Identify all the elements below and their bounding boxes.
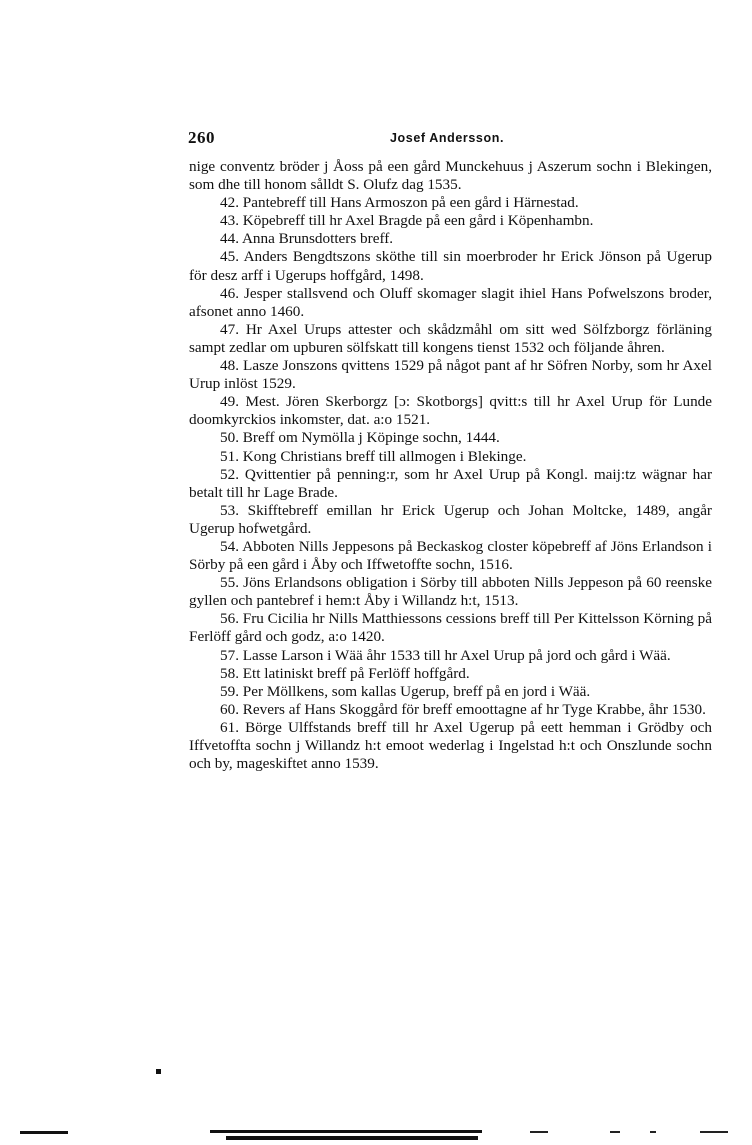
list-item: 53. Skifftebreff emillan hr Erick Ugerup och Johan Moltcke, 1489, angår Ugerup hofwetgård. bbox=[189, 501, 712, 537]
continuation-paragraph: nige conventz bröder j Åoss på een gård Munckehuus j Aszerum sochn i Blekingen, som dhe till honom sålldt S. Olufz dag 1535. bbox=[189, 158, 712, 194]
list-item: 56. Fru Cicilia hr Nills Matthiessons cessions breff till Per Kittelsson Körning på Ferlöff gård och godz, a:o 1420. bbox=[189, 610, 713, 646]
list-item: 49. Mest. Jören Skerborgz [ɔ: Skotborgs] qvitt:s till hr Axel Urup för Lunde doomkyrckios inkomster, dat. a:o 1521. bbox=[189, 393, 712, 429]
scan-edge-line bbox=[700, 1131, 728, 1133]
scan-edge-line bbox=[610, 1131, 620, 1133]
list-item: 59. Per Möllkens, som kallas Ugerup, breff på en jord i Wää. bbox=[220, 682, 591, 700]
page-body bbox=[189, 158, 712, 773]
scan-edge-line bbox=[650, 1131, 656, 1133]
scan-edge-line bbox=[20, 1131, 68, 1134]
list-item: 43. Köpebreff till hr Axel Bragde på een gård i Köpenhambn. bbox=[220, 212, 594, 230]
list-item: 44. Anna Brunsdotters breff. bbox=[220, 230, 394, 248]
list-item: 61. Börge Ulffstands breff till hr Axel Ugerup på eett hemman i Grödby och Iffvetoffta sochn j Willandz h:t emoot wederlag i Ingelstad h:t och Onszlunde sochn och by, mageskiftet anno 1539. bbox=[189, 718, 712, 773]
list-item: 54. Abboten Nills Jeppesons på Beckaskog closter köpebreff af Jöns Erlandson i Sörby på een gård i Åby och Iffwetoffte sochn, 1516. bbox=[189, 537, 712, 574]
list-item: 42. Pantebreff till Hans Armoszon på een gård i Härnestad. bbox=[220, 194, 579, 212]
list-item: 47. Hr Axel Urups attester och skådzmåhl om sitt wed Sölfzborgz förläning sampt zedlar om upburen sölfskatt till kongens tienst 1532 och följande åhren. bbox=[189, 320, 712, 356]
scan-edge-line bbox=[210, 1130, 482, 1133]
list-item: 51. Kong Christians breff till allmogen i Blekinge. bbox=[220, 447, 527, 465]
ink-speck bbox=[156, 1069, 161, 1074]
list-item: 55. Jöns Erlandsons obligation i Sörby till abboten Nills Jeppeson på 60 reenske gyllen och pantebref i hem:t Åby i Willandz h:t, 1513. bbox=[189, 574, 712, 610]
list-item: 60. Revers af Hans Skoggård för breff emoottagne af hr Tyge Krabbe, åhr 1530. bbox=[220, 700, 706, 718]
running-title: Josef Andersson. bbox=[390, 131, 505, 145]
scan-edge-line bbox=[530, 1131, 548, 1133]
list-item: 46. Jesper stallsvend och Oluff skomager slagit ihiel Hans Pofwelszons broder, afsonet anno 1460. bbox=[189, 284, 712, 320]
list-item: 58. Ett latiniskt breff på Ferlöff hoffgård. bbox=[220, 664, 470, 682]
list-item: 48. Lasze Jonszons qvittens 1529 på något pant af hr Söfren Norby, som hr Axel Urup inlöst 1529. bbox=[189, 357, 712, 393]
list-item: 45. Anders Bengdtszons sköthe till sin moerbroder hr Erick Jönson på Ugerup för desz arff i Ugerups hoffgård, 1498. bbox=[189, 248, 712, 284]
list-item: 52. Qvittentier på penning:r, som hr Axel Urup på Kongl. maij:tz wägnar har betalt till hr Lage Brade. bbox=[189, 465, 712, 501]
scan-edge-line bbox=[226, 1136, 478, 1140]
list-item: 57. Lasse Larson i Wää åhr 1533 till hr Axel Urup på jord och gård i Wää. bbox=[220, 646, 671, 664]
page-number: 260 bbox=[188, 128, 215, 147]
page-header bbox=[188, 128, 712, 150]
list-item: 50. Breff om Nymölla j Köpinge sochn, 1444. bbox=[220, 429, 500, 447]
